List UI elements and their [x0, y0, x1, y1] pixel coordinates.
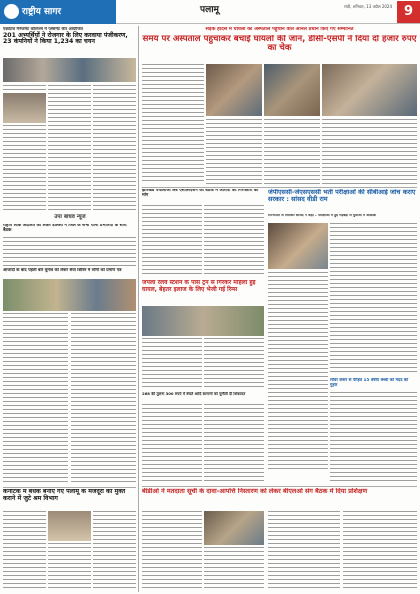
city-name: पलामू — [200, 5, 219, 15]
right-top-headline: समय पर अस्पताल पहुंचाकर बचाईं घायलों की जान, डीसी-एसपी ने दिया दो हजार रुपए का चेक — [142, 35, 417, 54]
right-top-photo-3 — [322, 64, 417, 116]
right-top-kicker-box — [142, 27, 417, 35]
column-divider — [138, 26, 139, 592]
mid-small-text-col2 — [204, 205, 264, 275]
left-bottom-divider — [3, 487, 136, 488]
right-bottom-text-col3 — [268, 511, 340, 591]
left-top-kicker: एडवेंटेज मैनेजमेंट कॉलेज्स में प्लेसमेंट कैंप आयोजित — [3, 27, 83, 31]
mid-lower-headline: जपला रेलवे स्टेशन के पास ट्रेन से गिरकर महिला हुई घायल, बेहतर इलाज के लिए भेजी गई रिम्स — [142, 280, 256, 293]
left-top-text-col2 — [48, 85, 91, 213]
left-mid-story — [3, 224, 136, 236]
mid-lower2-story — [142, 392, 264, 402]
left-mid-headline: राष्ट्रीय लोक अदालत को लेकर डालसा ने जिले के सभी थाना प्रभारियों के साथ बैठक — [3, 224, 127, 233]
right-small-text — [330, 392, 417, 482]
left-mid2-text-col1 — [3, 313, 68, 483]
right-small-story — [330, 378, 417, 390]
right-top-photo-2 — [264, 64, 320, 116]
right-mid-subhead: राज्यपाल से मिलकर सांसद ने कहा – परीक्षाओं में हुई गड़बड़ी से युवाओं में आक्रोश — [268, 214, 377, 217]
mid-lower-story — [142, 280, 264, 304]
left-top-headline: 201 अभ्यर्थियों ने रोजगार के लिए करवाया पंजीकरण, 23 कंपनियों ने किया 1,234 का चयन — [3, 31, 128, 46]
mid-small-text-col1 — [142, 205, 202, 275]
left-top-photo — [3, 58, 136, 82]
right-top-text-col3 — [264, 119, 320, 184]
left-bottom-headline: कर्नाटक में बंधक बनाए गए पलामू के मजदूरों को मुक्त कराने में जुटे श्रम विभाग — [3, 489, 126, 502]
dateline: रांची, शनिवार, 13 अप्रैल 2024 — [343, 4, 392, 9]
left-bottom-photo — [48, 511, 91, 541]
right-mid-sub-box — [268, 214, 417, 221]
left-mid2-story — [3, 268, 136, 278]
brand-name: राष्ट्रीय सागर — [22, 7, 62, 17]
right-bottom-text-col1 — [142, 511, 202, 591]
left-bottom-text-col3 — [93, 511, 136, 591]
mid-lower-text-col2 — [204, 338, 264, 388]
mid-lower2-headline: 268 की तुलना 300 रुपये में बेचते आदि सामानों को चुनौती दी शिकायत — [142, 392, 246, 396]
page-number: 9 — [397, 1, 420, 23]
left-top-text-col3 — [93, 85, 136, 213]
right-top-text-col4 — [322, 119, 417, 184]
right-top-photo-1 — [206, 64, 262, 116]
right-top-story — [142, 35, 417, 61]
mid-lower2-text-col1 — [142, 404, 202, 482]
right-small-headline: लीवर कैंसर से पीड़ित 15 वर्षीय बच्ची को मदद की गुहार — [330, 378, 409, 387]
left-top-story — [3, 27, 136, 57]
right-top-text-col2 — [206, 119, 262, 184]
left-mid2-headline: आजादी के बाद पहली बार चुनाव को लेकर सेवा शिविर में लोगों का प्रमाण पत्र — [3, 268, 122, 272]
right-bottom-photo — [204, 511, 264, 545]
right-bottom-headline: बीडीओ ने मतदाता सूची के दावा-आपत्ति निस्तारण को लेकर बीएलओ संग बैठक में दिया प्रशिक्षण — [142, 488, 368, 495]
mid-small-headline: झारखंड पैथोलॉजी लैब एसोसिएशन की बैठक में आरोपी की गिरफ्तारी की मांग — [142, 189, 259, 198]
left-bottom-text-col2 — [48, 543, 91, 591]
masthead — [0, 0, 420, 24]
left-mid2-text-col2 — [71, 313, 136, 483]
right-mid-photo — [268, 223, 328, 269]
left-bottom-story — [3, 489, 136, 509]
left-mid-text — [3, 237, 136, 267]
brand-logo-icon — [4, 4, 19, 19]
right-bottom-text-col2 — [204, 547, 264, 591]
right-mid-story — [268, 189, 417, 213]
right-bottom-text-col4 — [343, 511, 417, 591]
mid-lower2-text-col2 — [204, 404, 264, 482]
bottom-divider — [142, 486, 417, 487]
mid-lower-photo — [142, 306, 264, 336]
left-portrait-photo — [3, 93, 46, 123]
mid-divider — [142, 187, 417, 188]
right-top-kicker: सड़क हादसे में घायलों को अस्पताल पहुंचाने वाले अनिल प्रधान किए गए सम्मानित — [205, 27, 354, 32]
right-top-text-col1 — [142, 64, 204, 184]
mid-lower-text-col1 — [142, 338, 202, 388]
left-section-label: उपा बांधव न्यूज — [54, 214, 86, 220]
right-mid-headline: जेपीएससी-जेएसएससी भर्ती परीक्षाओं की सीबीआई जांच कराए सरकार : सांसद वीडी राम — [268, 189, 416, 204]
right-mid-text-col2 — [330, 223, 417, 373]
right-bottom-story — [142, 488, 417, 508]
mid-small-story — [142, 189, 264, 203]
right-mid-text-col1 — [268, 272, 328, 472]
brand-block — [0, 0, 116, 24]
left-bottom-text-col1 — [3, 511, 46, 591]
left-mid2-photo — [3, 279, 136, 311]
